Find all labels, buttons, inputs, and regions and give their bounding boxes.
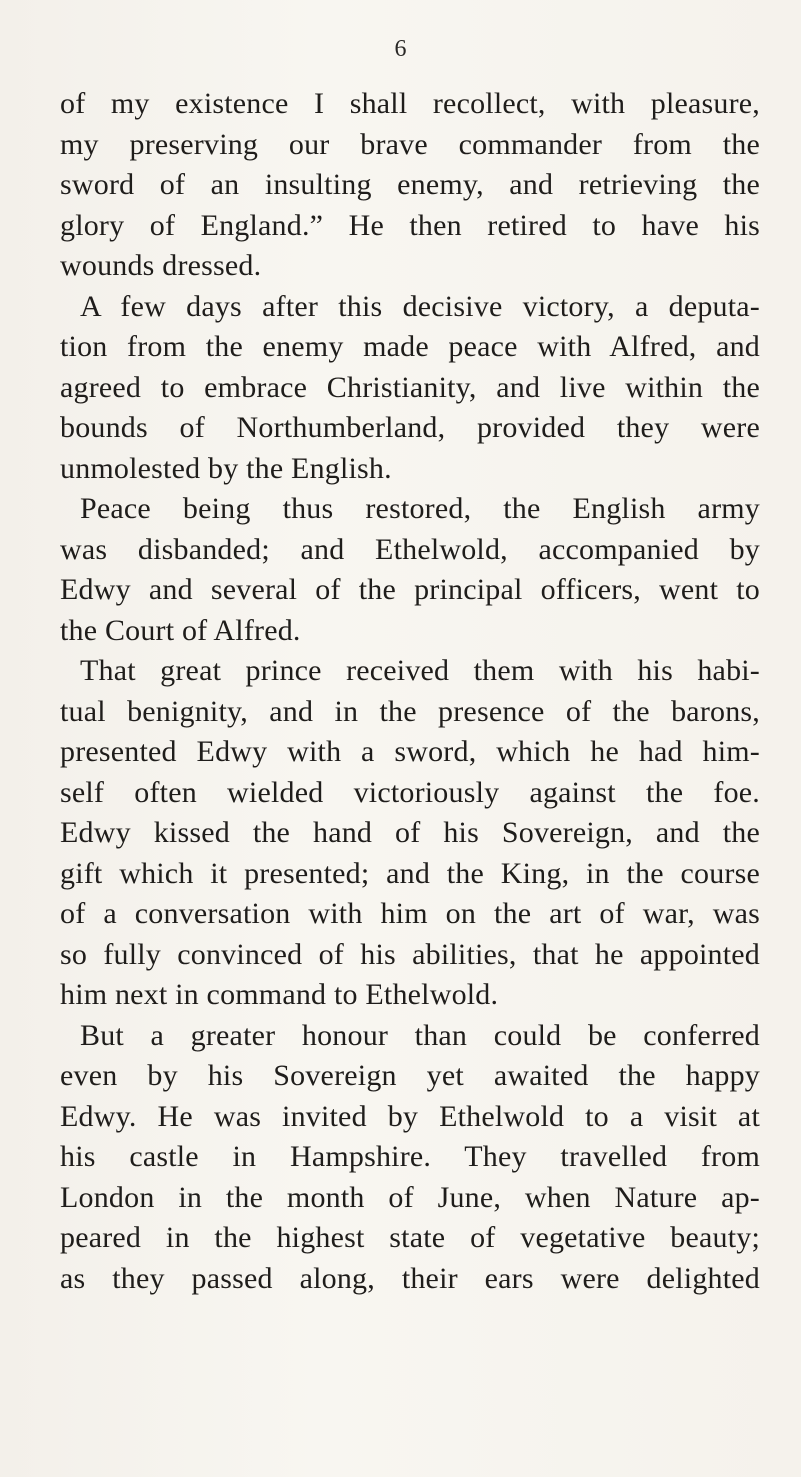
text-line: tion from the enemy made peace with Alfred, and xyxy=(60,330,760,363)
text-line: as they passed along, their ears were delighted xyxy=(60,1261,760,1295)
text-line: bounds of Northumberland, provided they were xyxy=(60,411,760,444)
text-line: presented Edwy with a sword, which he had him- xyxy=(60,735,760,768)
text-line: Edwy kissed the hand of his Sovereign, and the xyxy=(60,816,760,849)
page-number: 6 xyxy=(394,36,407,62)
text-line: my preserving our brave commander from the xyxy=(60,127,760,161)
text-line: him next in command to Ethelwold. xyxy=(60,978,499,1011)
text-line: London in the month of June, when Nature ap- xyxy=(60,1180,760,1214)
text-line: Edwy. He was invited by Ethelwold to a visit at xyxy=(60,1099,760,1133)
text-line: glory of England.” He then retired to have his xyxy=(60,208,760,242)
text-line: gift which it presented; and the King, in the course xyxy=(60,856,760,890)
text-line: so fully convinced of his abilities, that he appointed xyxy=(60,937,760,971)
text-line: Edwy and several of the principal officers, went to xyxy=(60,573,760,606)
text-line: tual benignity, and in the presence of the barons, xyxy=(60,694,760,728)
text-line: That great prince received them with his habi- xyxy=(80,654,760,687)
text-line: was disbanded; and Ethelwold, accompanied by xyxy=(60,532,760,566)
text-line: of a conversation with him on the art of war, was xyxy=(60,897,760,930)
body-text xyxy=(60,84,760,1299)
text-line: But a greater honour than could be conferred xyxy=(80,1018,760,1052)
text-line: peared in the highest state of vegetative beauty; xyxy=(60,1221,760,1254)
text-line: A few days after this decisive victory, a deputa- xyxy=(80,289,760,323)
text-line: sword of an insulting enemy, and retrieving the xyxy=(60,168,760,201)
text-line: even by his Sovereign yet awaited the happy xyxy=(60,1059,760,1092)
text-line: self often wielded victoriously against the foe. xyxy=(60,775,760,809)
text-line: unmolested by the English. xyxy=(60,451,392,485)
text-line: agreed to embrace Christianity, and live within the xyxy=(60,370,760,404)
text-line: of my existence I shall recollect, with pleasure, xyxy=(60,87,760,120)
text-line: the Court of Alfred. xyxy=(60,613,301,647)
text-line: wounds dressed. xyxy=(60,249,262,282)
text-line: Peace being thus restored, the English army xyxy=(80,492,760,525)
text-line: his castle in Hampshire. They travelled from xyxy=(60,1140,760,1173)
